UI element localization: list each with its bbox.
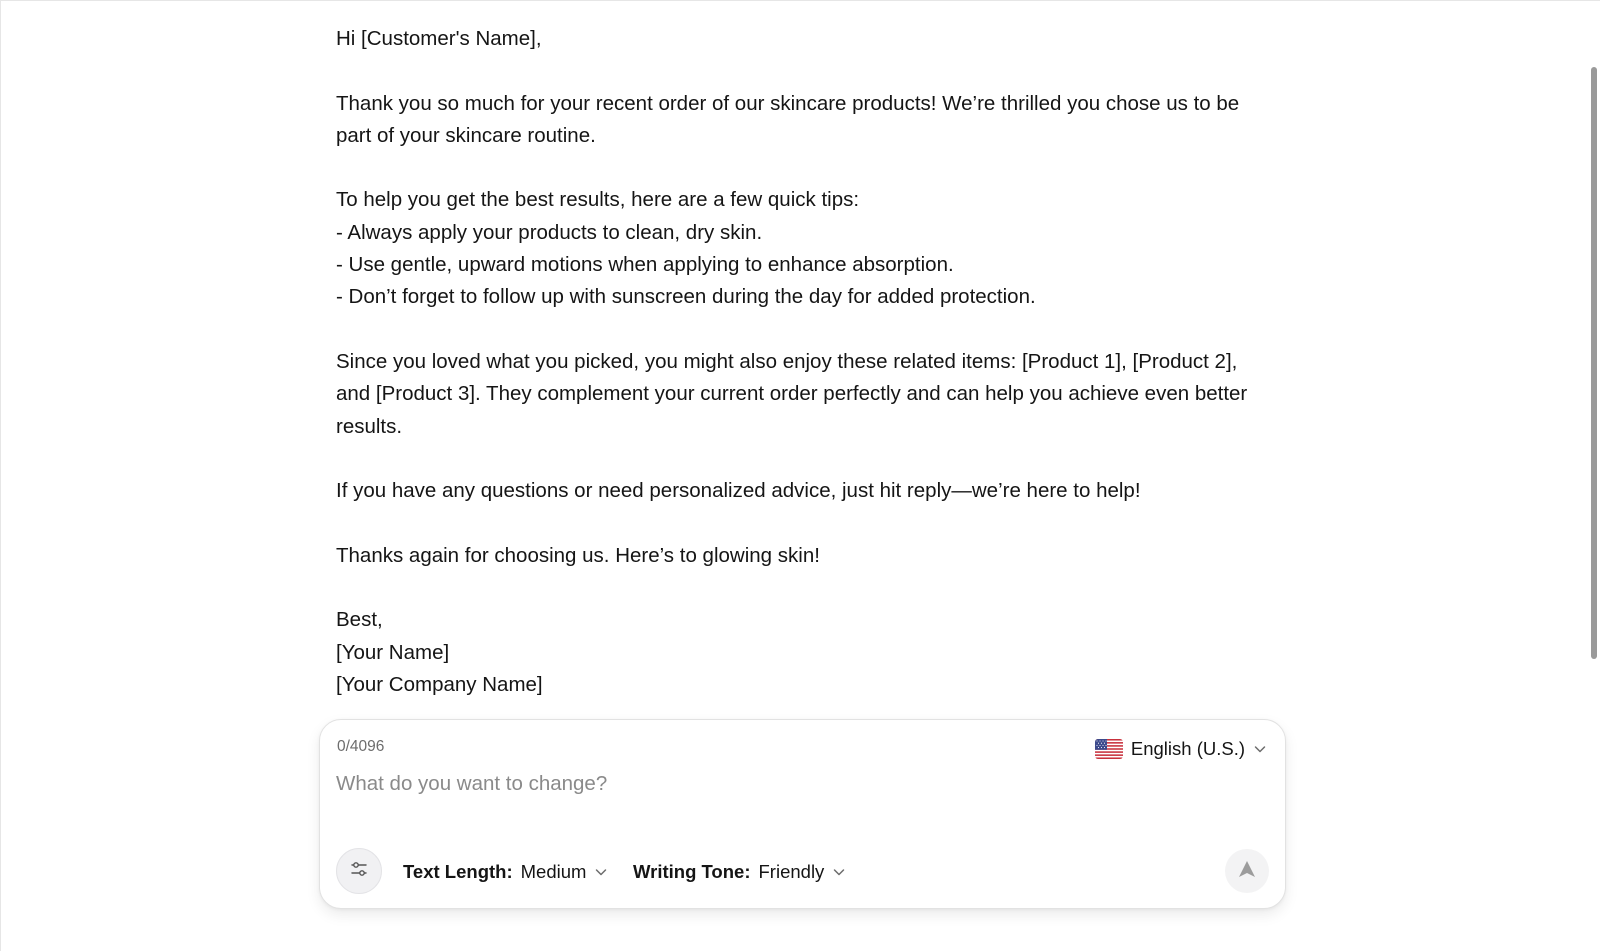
- character-counter: 0/4096: [337, 738, 385, 755]
- email-sender-company: [Your Company Name]: [336, 672, 543, 696]
- send-button[interactable]: [1225, 849, 1269, 893]
- text-length-dropdown[interactable]: [403, 859, 608, 885]
- paragraph-gap: [336, 152, 1266, 184]
- paragraph-gap: [336, 55, 1266, 87]
- chevron-down-icon: [1253, 742, 1267, 756]
- paragraph-gap: [336, 572, 1266, 604]
- settings-button[interactable]: [336, 848, 382, 894]
- text-length-value: Medium: [520, 861, 587, 882]
- email-tip: - Don’t forget to follow up with sunscreen during the day for added protection.: [336, 285, 1036, 309]
- email-greeting: Hi [Customer's Name],: [336, 27, 542, 50]
- text-length-label: Text Length:: [403, 861, 513, 882]
- paragraph-gap: [336, 314, 1266, 346]
- writing-tone-label: Writing Tone:: [633, 861, 751, 882]
- scrollbar[interactable]: [1588, 1, 1600, 952]
- paragraph-gap: [336, 507, 1266, 539]
- paragraph-gap: [336, 443, 1266, 475]
- edit-composer: [319, 719, 1286, 909]
- us-flag-icon: [1095, 739, 1123, 759]
- email-related-line: results.: [336, 414, 403, 438]
- email-tip: - Use gentle, upward motions when applying to enhance absorption.: [336, 253, 954, 277]
- email-questions: If you have any questions or need personalized advice, just hit reply—we’re here to help!: [336, 479, 1141, 503]
- writing-tone-value: Friendly: [758, 861, 825, 882]
- email-intro-line: Thank you so much for your recent order of our skincare products! We’re thrilled you chose us to be: [336, 91, 1240, 115]
- email-signoff: Best,: [336, 608, 383, 632]
- generated-email: [336, 23, 1266, 701]
- email-related-line: Since you loved what you picked, you might also enjoy these related items: [Product 1], [Product 2],: [336, 349, 1238, 373]
- language-label: English (U.S.): [1130, 738, 1245, 759]
- language-selector[interactable]: [1095, 734, 1267, 764]
- send-arrow-icon: [1237, 859, 1257, 884]
- writing-tone-dropdown[interactable]: [633, 859, 846, 885]
- email-tips-heading: To help you get the best results, here are a few quick tips:: [336, 188, 860, 212]
- sliders-icon: [349, 859, 369, 884]
- chevron-down-icon: [832, 865, 846, 879]
- scrollbar-thumb[interactable]: [1591, 67, 1597, 659]
- email-tip: - Always apply your products to clean, dry skin.: [336, 220, 763, 244]
- email-intro-line: part of your skincare routine.: [336, 123, 596, 147]
- chevron-down-icon: [594, 865, 608, 879]
- email-thanks: Thanks again for choosing us. Here’s to glowing skin!: [336, 543, 820, 567]
- email-sender-name: [Your Name]: [336, 640, 450, 664]
- email-related-line: and [Product 3]. They complement your current order perfectly and can help you achieve even better: [336, 382, 1248, 406]
- change-request-input[interactable]: [336, 764, 1056, 804]
